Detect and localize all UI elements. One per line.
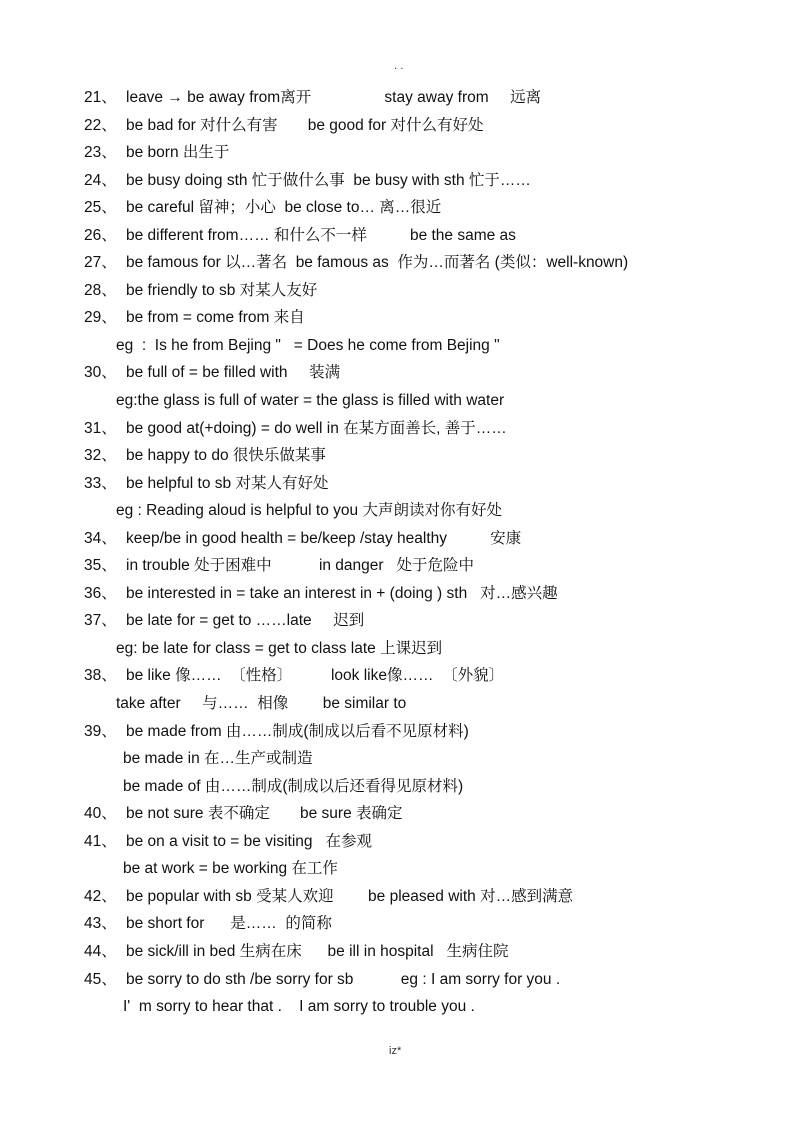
item-number: 25、 [84,199,117,217]
list-item [0,552,794,580]
list-item [0,910,794,938]
list-item [0,855,794,883]
item-text: be made from 由……制成(制成以后看不见原材料) [126,722,469,740]
list-item [0,359,794,387]
item-text: be on a visit to = be visiting 在参观 [126,832,372,850]
item-number: 40、 [84,805,117,823]
list-item [0,745,794,773]
item-text: be popular with sb 受某人欢迎 be pleased with 对…感到满意 [126,887,574,905]
list-item [0,497,794,525]
item-number: 24、 [84,171,117,189]
list-item [0,662,794,690]
header-mark: . . [394,61,404,72]
list-item [0,332,794,360]
item-text: be helpful to sb 对某人有好处 [126,474,329,492]
item-text: eg:the glass is full of water = the glass is filled with water [116,392,505,410]
list-item [0,277,794,305]
item-text: I' m sorry to hear that . I am sorry to trouble you . [123,998,475,1016]
item-text: be made of 由……制成(制成以后还看得见原材料) [123,777,464,795]
item-number: 26、 [84,226,117,244]
list-item [0,304,794,332]
item-text: be bad for 对什么有害 be good for 对什么有好处 [126,116,484,134]
list-item [0,718,794,746]
item-text: eg : Is he from Bejing " = Does he come from Bejing " [116,336,500,354]
item-text: be full of = be filled with 装满 [126,364,341,382]
list-item [0,139,794,167]
item-text: leave → be away from离开 stay away from 远离 [126,89,542,106]
item-text: be like 像…… 〔性格〕 look like像…… 〔外貌〕 [126,667,505,685]
item-text: eg : Reading aloud is helpful to you 大声朗读对你有好处 [116,502,502,520]
item-number: 38、 [84,667,117,685]
list-item [0,387,794,415]
footer-mark: iz* [389,1045,402,1057]
item-text: be careful 留神；小心 be close to… 离…很近 [126,199,442,217]
item-number: 35、 [84,557,117,575]
item-text: take after 与…… 相像 be similar to [116,695,407,713]
list-item [0,470,794,498]
item-number: 31、 [84,419,117,437]
list-item [0,828,794,856]
item-text: eg: be late for class = get to class late 上课迟到 [116,639,443,657]
item-number: 37、 [84,612,117,630]
list-item [0,415,794,443]
item-number: 33、 [84,474,117,492]
item-number: 32、 [84,447,117,465]
list-item [0,580,794,608]
item-text: be from = come from 来自 [126,309,305,327]
item-text: be at work = be working 在工作 [123,860,338,878]
phrase-list [0,84,794,1021]
list-item [0,525,794,553]
item-text: keep/be in good health = be/keep /stay healthy 安康 [126,529,522,547]
list-item [0,249,794,277]
list-item [0,883,794,911]
list-item [0,773,794,801]
item-number: 34、 [84,529,117,547]
item-text: be interested in = take an interest in + (doing ) sth 对…感兴趣 [126,584,558,602]
item-text: be busy doing sth 忙于做什么事 be busy with sth 忙于…… [126,171,531,189]
list-item [0,112,794,140]
item-text: be sorry to do sth /be sorry for sb eg : I am sorry for you . [126,970,561,988]
item-number: 43、 [84,915,117,933]
item-number: 23、 [84,144,117,162]
item-number: 27、 [84,254,117,272]
list-item [0,635,794,663]
item-number: 21、 [84,89,117,106]
item-text: be made in 在…生产或制造 [123,750,313,768]
list-item [0,607,794,635]
item-number: 44、 [84,942,117,960]
list-item [0,84,794,112]
item-text: be short for 是…… 的简称 [126,915,332,933]
item-number: 39、 [84,722,117,740]
item-number: 41、 [84,832,117,850]
item-text: be sick/ill in bed 生病在床 be ill in hospital 生病住院 [126,942,509,960]
item-text: be late for = get to ……late 迟到 [126,612,365,630]
list-item [0,966,794,994]
item-number: 30、 [84,364,117,382]
item-text: be born 出生于 [126,144,230,162]
item-number: 22、 [84,116,117,134]
item-text: be famous for 以…著名 be famous as 作为…而著名 (类似：well-known) [126,254,629,272]
item-text: be good at(+doing) = do well in 在某方面善长, 善于…… [126,419,507,437]
item-text: be not sure 表不确定 be sure 表确定 [126,805,403,823]
list-item [0,222,794,250]
item-number: 45、 [84,970,117,988]
list-item [0,167,794,195]
item-text: be friendly to sb 对某人友好 [126,281,318,299]
list-item [0,194,794,222]
item-number: 29、 [84,309,117,327]
list-item [0,442,794,470]
item-number: 28、 [84,281,117,299]
list-item [0,938,794,966]
item-text: in trouble 处于困难中 in danger 处于危险中 [126,557,474,575]
list-item [0,800,794,828]
item-text: be different from…… 和什么不一样 be the same as [126,226,516,244]
list-item [0,690,794,718]
item-text: be happy to do 很快乐做某事 [126,447,326,465]
list-item [0,993,794,1021]
item-number: 36、 [84,584,117,602]
item-number: 42、 [84,887,117,905]
